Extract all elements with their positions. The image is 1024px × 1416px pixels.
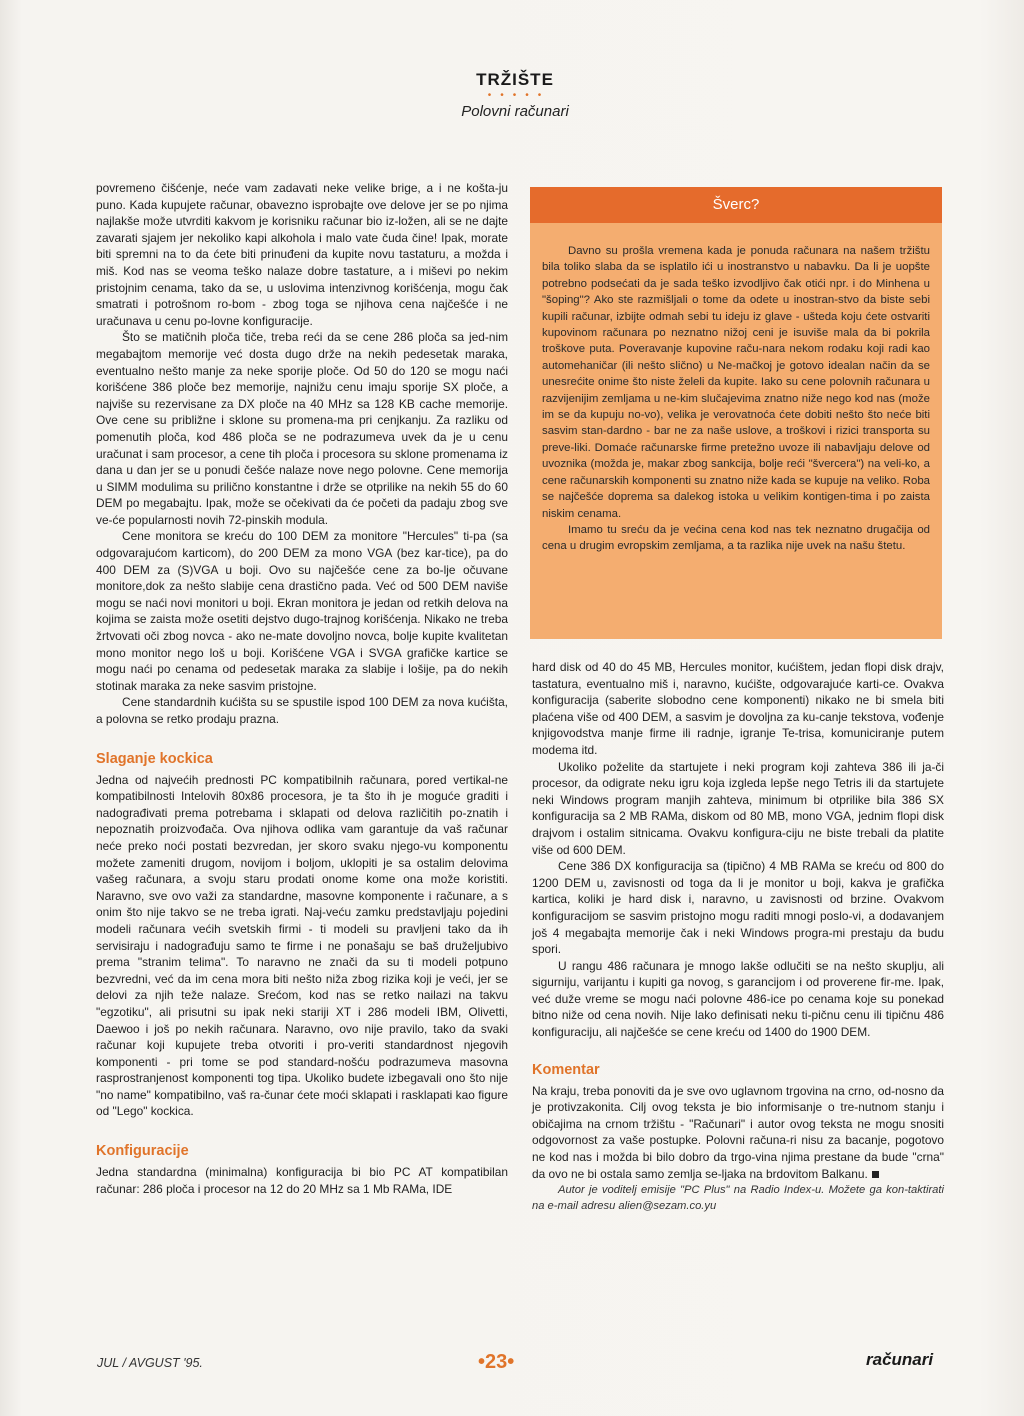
- subheading-slaganje-kockica: Slaganje kockica: [96, 750, 213, 767]
- paragraph: Cene standardnih kućišta su se spustile ispod 100 DEM za nova kućišta, a polovna se retko prodaju prazna.: [96, 695, 508, 726]
- section-title: TRŽIŠTE: [476, 70, 554, 89]
- right-column: [532, 659, 944, 1214]
- comment-text: Na kraju, treba ponoviti da je sve ovo uglavnom trgovina na crno, od-nosno da je protivzakonita. Cilj ovog teksta je bio informisanje o tre-nutnom stanju i običajima na crnom tržištu - "Računari" i autor ovog teksta ne mogu snositi odgovornost za vaše postupke. Polovni računa-ri nisu za bacanje, pogotovo ne kod nas i možda bi bilo dobro da trgo-vina njima prestane da bude "crna" da ovo ne bi ostala samo zemlja se-ljaka na brdovitom Balkanu.: [532, 1083, 944, 1181]
- paragraph: Cene monitora se kreću do 100 DEM za monitore "Hercules" ti-pa (sa odgovarajućom karticom), do 200 DEM za mono VGA (bez kar-tice), pa do 400 DEM za (S)VGA u boji. Ovo su najčešće cene za bo-lje očuvane monitore,dok za nešto slabije cena drastično pada. Već od 500 DEM naviše mogu se naći novi monitori u boji. Ekran monitora je jedan od retkih delova na kojima se zaista može osetiti dejstvo dugo-trajnog korišćenja. Nikako ne treba žrtvovati oči zbog novca - ako ne-mate dovoljno novca, bolje kupite kvalitetan mono monitor nego loš u boji. Korišćene VGA i SVGA grafičke kartice se mogu naći po cenama od pedesetak maraka za slabije i lošije, pa do nekih stotinak maraka za neke sasvim pristojne.: [96, 529, 508, 693]
- magazine-brand: računari: [866, 1350, 934, 1369]
- paragraph: Jedna od najvećih prednosti PC kompatibilnih računara, pored vertikal-ne kompatibilnosti Intelovih 80x86 procesora, je ta što ih je moguće graditi i nadograđivati prema potrebama i sklapati od delova različitih po-znatih i nepoznatih proizvođača. Ova njihova odlika vam garantuje da vaš računar neće preko noći postati bezvredan, jer skoro svaku njego-vu komponentu možete zameniti drugom, novijom i boljom, uklopiti je sa ostalim delovima vašeg računara, a svoju staru prodati onome kome ona može koristiti. Naravno, sve ovo važi za standardne, masovne komponente i računare, a s onim što nije takvo se ne treba igrati. Naj-veću zamku predstavljaju pojedini modeli računara većih svetskih firmi - ti modeli su pravljeni tako da ih servisiraju i nadograđuju samo te firme i ne ponašaju se baš druželjubivo prema "stranim telima". To naravno ne znači da su ti modeli potpuno bezvredni, već da im cena mora biti nešto niža zbog rizika koji je veći, jer se delovi za njih teže nalaze. Srećom, kod nas se retko nailazi na takvu "egzotiku", ali prisutni su ipak neki stariji XT i 286 modeli IBM, Olivetti, Daewoo i još po nekih računara. Naravno, ovo nije pravilo, tako da svaki računar koji kupujete treba otvoriti i pro-veriti standardnost njegovih komponenti - pri tome se pod standard-nošću podrazumeva masovna rasprostranjenost komponenti tog tipa. Ukoliko budete izbegavali ono što nije "no name" kompatibilno, vaš ra-čunar ćete moći sklapati i rasklapati kao figure od "Lego" kockica.: [96, 772, 508, 1119]
- subheading-komentar: Komentar: [532, 1061, 600, 1078]
- sidebar-paragraph: Davno su prošla vremena kada je ponuda računara na našem tržištu bila toliko slaba da se isplatilo ići u inostranstvo u nabavku. Da li je uopšte potrebno podsećati da je sada teško izvodljivo čak otići npr. i do Minhena u "šoping"? Ako ste razmišljali o tome da odete u inostran-stvo da biste sebi kupili računar, izbijte odmah sebi tu ideju iz glave - ušteda koju ćete ostvariti kupovinom računara po neznatno nižoj ceni je isuviše mala da bi pokrila troškove puta. Poveravanje kupovine raču-nara nekom rodaku koji radi kao automehaničar (ili nešto slično) u Ne-mačkoj je gotovo idealan način da se unesrećite onime što niste želeli da kupite. Iako su cene polovnih računara u razvijenijim zemljama u ne-kim slučajevima znatno niže nego kod nas (može im se da kupuju no-vo), velika je verovatnoća ćete dobiti nešto što neće biti sasvim stan-dardno - bar ne za naše uslove, a troškovi i rizici transporta su preve-liki. Domaće računarske firme pretežno uvoze ili nabavljaju delove od uvoznika (možda je, makar zbog sankcija, bolje reći "švercera") na veli-ko, a cene računarskih komponenti su znatno niže kada se kupuje na veliko. Roba se najčešće doprema sa dalekog istoka u velikim kontigen-tima i po zaista niskim cenama.: [542, 245, 930, 520]
- sidebar-title: Šverc?: [530, 187, 942, 223]
- paragraph: povremeno čišćenje, neće vam zadavati neke velike brige, a i ne košta-ju puno. Kada kupujete računar, obavezno isprobajte ove delove jer se po njima najlakše može utvrditi kakvom je korisniku računar bio iz-ložen, ali se ne dajte zavarati sjajem jer nekoliko kapi alkohola i malo vate čuda čine! Ipak, morate biti spremni na to da ćete biti prinuđeni da kupite novu tastaturu, a možda i miš. Kod nas se veoma teško nalaze dobre tastature, a i miševi po nekim pristojnim cenama, tako da se, u uslovima intenzivnog korišćenja, mogu čak smatrati i potrošnom ro-bom - zbog toga se njihova cena najčešće i ne uračunava u cenu po-lovne konfiguracije.: [96, 181, 508, 328]
- sidebar-paragraph: Imamo tu sreću da je većina cena kod nas tek neznatno drugačija od cena u drugim evropskim zemljama, a ta razlika nije uvek na našu štetu.: [542, 523, 930, 553]
- subheading-konfiguracije: Konfiguracije: [96, 1143, 189, 1160]
- header-dots: •••••: [487, 90, 551, 101]
- left-column: [96, 180, 508, 1197]
- sidebar-body: [530, 243, 942, 555]
- section-subtitle: Polovni računari: [461, 103, 569, 120]
- sidebar-box: [530, 187, 942, 639]
- paragraph: U rangu 486 računara je mnogo lakše odlučiti se na nešto skuplju, ali sigurniju, varijantu i kupiti ga novog, s garancijom i od proverene fir-me. Ipak, već duže vreme se mogu naći polovne 486-ice po cenama koje su ponekad bitno niže od cena novih. Nije lako definisati neku ti-pičnu cenu ili tipičnu 486 konfiguraciju, ali najčešće se cene kreću od 1400 do 1900 DEM.: [532, 958, 944, 1040]
- paragraph: [532, 1083, 944, 1183]
- issue-date: JUL / AVGUST '95.: [97, 1356, 203, 1370]
- paragraph: Jedna standardna (minimalna) konfiguracija bi bio PC AT kompatibilan računar: 286 ploča i procesor na 12 do 20 MHz sa 1 Mb RAMa, IDE: [96, 1165, 508, 1196]
- end-mark-icon: [872, 1171, 879, 1178]
- paragraph: hard disk od 40 do 45 MB, Hercules monitor, kućištem, jedan flopi disk drajv, tastatura, eventualno miš i, naravno, kućište, odgovarajuće karti-ce. Ovakva konfiguracija (saberite slobodno cene komponenti) nikako ne bi smela biti plaćena više od 400 DEM, a sasvim je dovoljna za ku-canje tekstova, vođenje knjigovodstva manje firme ili radnje, igranje Te-trisa, komuniciranje putem modema itd.: [532, 660, 944, 757]
- page-header: [420, 70, 610, 120]
- page-number: •23•: [478, 1351, 515, 1373]
- paragraph: Cene 386 DX konfiguracija sa (tipično) 4 MB RAMa se kreću od 800 do 1200 DEM u, zavisnosti od toga da li je monitor u boji, kakva je grafička kartica, koliki je hard disk i, naravno, u zavisnosti od brzine. Ovakvom konfiguracijom se sasvim pristojno mogu raditi mnogi poslo-vi, a dodavanjem još 4 megabajta memorije čak i neki Windows progra-mi prestaju da budu spori.: [532, 859, 944, 957]
- paragraph: Što se matičnih ploča tiče, treba reći da se cene 286 ploča sa jed-nim megabajtom memorije već dosta dugo drže na nekih pedesetak maraka, eventualno nešto manje za neke sporije ploče. Od 50 do 120 se mogu naći korišćene 386 ploče bez memorije, najnižu cenu imaju sporije SX ploče, a najviše su rezervisane za DX ploče na 40 MHz sa 128 KB cache memorije. Ove cene su približne i sklone su promena-ma pri cenjkanju. Za razliku od pomenutih ploča, kod 486 ploča se ne podrazumeva uvek da je u cenu uračunat i sam procesor, a cene tih ploča i procesora su sklone promenama iz dana u dan jer se u ponudi češće nalaze nove nego polovne. Cene memorija u SIMM modulima su prilično konstantne i drže se otprilike na nekih 55 do 60 DEM po megabajtu. Ipak, može se očekivati da će početi da padaju zbog sve ve-će popularnosti novih 72-pinskih modula.: [96, 330, 508, 527]
- author-note: Autor je voditelj emisije "PC Plus" na Radio Index-u. Možete ga kon-taktirati na e-mail adresu alien@sezam.co.yu: [532, 1184, 944, 1213]
- paragraph: Ukoliko poželite da startujete i neki program koji zahteva 386 ili ja-či procesor, da odigrate neku igru koja izgleda lepše nego Tetris ili da startujete neki Windows program manjih zahteva, minimum bi otprilike bila 386 SX konfiguracija sa 2 MB RAMa, diskom od 80 MB, mono VGA, jednim flopi disk drajvom i ostalim sitnicama. Ovakvu konfigura-ciju ne biste trebali da platite više od 600 DEM.: [532, 759, 944, 857]
